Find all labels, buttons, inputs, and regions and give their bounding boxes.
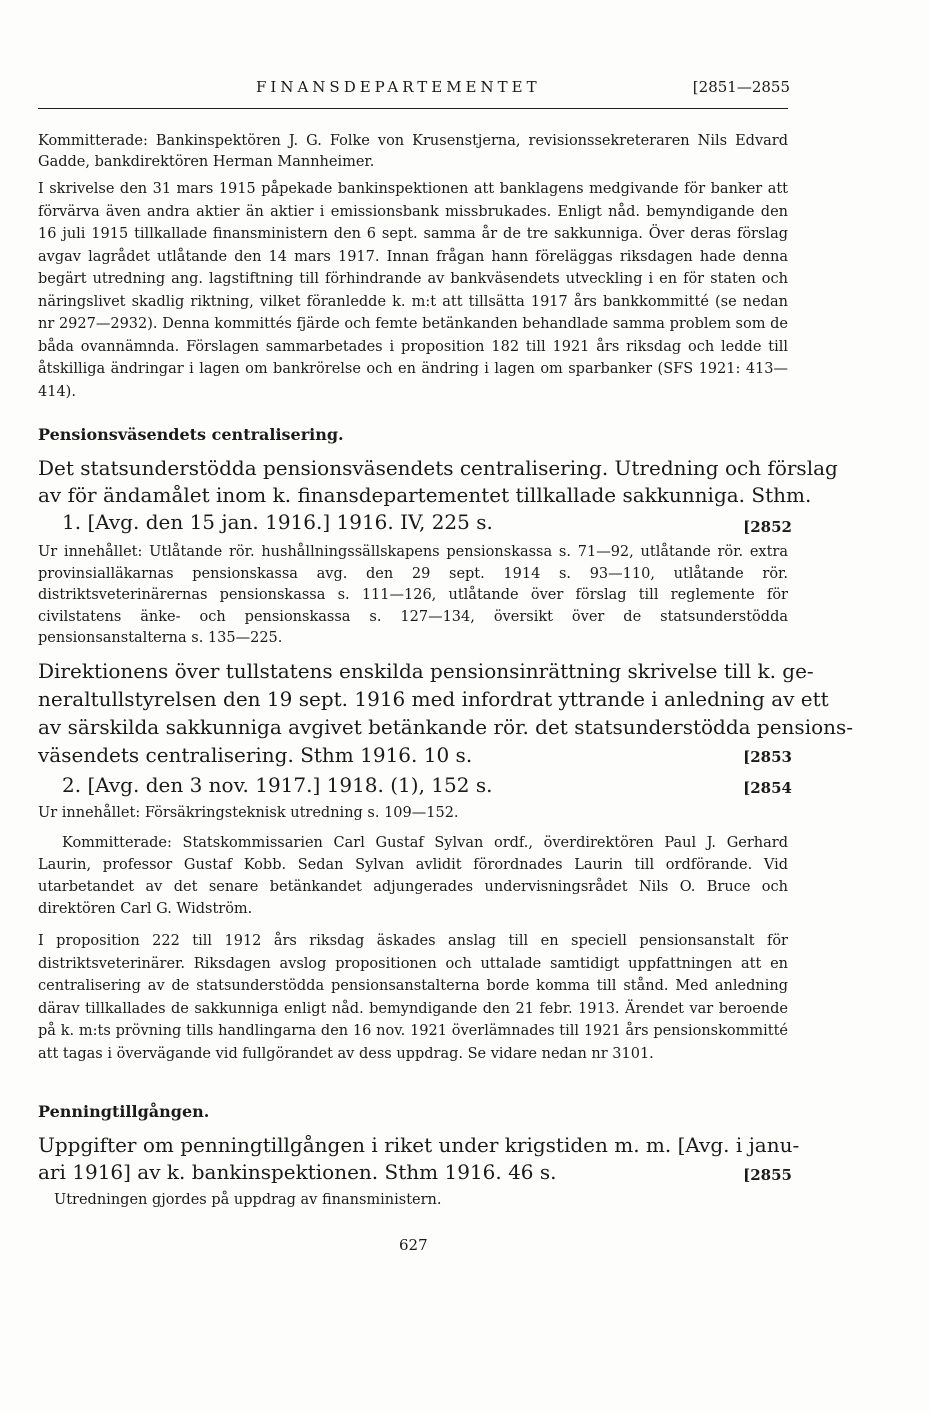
- entry-number: [2855: [743, 1166, 792, 1184]
- entry-2853: [38, 657, 854, 769]
- entry-2852: [38, 455, 838, 536]
- entry-line: Uppgifter om penningtillgången i riket under krigstiden m. m. [Avg. i janu-: [38, 1133, 800, 1157]
- entry-line: av för ändamålet inom k. finansdepartementet tillkallade sakkunniga. Sthm.: [38, 483, 812, 507]
- header-title: FINANSDEPARTEMENTET: [256, 78, 541, 96]
- section1-kommitterade: Kommitterade: Statskommissarien Carl Gustaf Sylvan ordf., överdirektören Paul J. Gerhard Laurin, professor Gustaf Kobb. Sedan Sylvan avlidit förordnades Laurin till ordförande. Vid utarbetandet av det senare betänkandet adjungerades undervisningsrådet Nils O. Bruce och direktören Carl G. Widström.: [38, 835, 788, 917]
- entry-number: [2854: [743, 779, 792, 797]
- intro-kommitterade: Kommitterade: Bankinspektören J. G. Folke von Krusenstjerna, revisionssekreteraren Nils Edvard Gadde, bankdirektören Herman Mannheimer.: [38, 133, 788, 170]
- page-number: 627: [399, 1236, 428, 1254]
- entry-line: av särskilda sakkunniga avgivet betänkande rör. det statsunderstödda pensions-: [38, 715, 854, 739]
- entry-2855: [38, 1132, 800, 1186]
- entry-2852-contents: Ur innehållet: Utlåtande rör. hushållningssällskapens pensionskassa s. 71—92, utlåtande rör. extra provinsialläkarnas pensionskassa avg. den 29 sept. 1914 s. 93—110, utlåtande rör. distriktsveterinärernas pensionskassa s. 111—126, utlåtande över förslag till reglemente för civilstatens änke- och pensionskassa s. 127—134, översikt över de statsunderstödda pensionsanstalterna s. 135—225.: [38, 544, 788, 646]
- section-heading-penning: Penningtillgången.: [38, 1102, 210, 1121]
- entry-line: ari 1916] av k. bankinspektionen. Sthm 1916. 46 s.: [38, 1160, 557, 1184]
- header-rule: [38, 108, 788, 109]
- entry-number: [2853: [743, 748, 792, 766]
- header-entry-range: [2851—2855: [692, 78, 790, 96]
- entry-line: Det statsunderstödda pensionsväsendets centralisering. Utredning och förslag: [38, 456, 838, 480]
- entry-2854-contents: Ur innehållet: Försäkringsteknisk utredning s. 109—152.: [38, 805, 459, 821]
- running-header: [38, 78, 788, 102]
- section1-paragraph: I proposition 222 till 1912 års riksdag äskades anslag till en speciell pensionsanstalt för distriktsveterinärer. Riksdagen avslog propositionen och uttalade samtidigt uppfattningen att en centralisering av de statsunderstödda pensionsanstalterna borde komma till stånd. Med anledning därav tillkallades de sakkunniga enligt nåd. bemyndigande den 21 febr. 1913. Ärendet var beroende på k. m:ts prövning tills handlingarna den 16 nov. 1921 överlämnades till 1921 års pensionskommitté att tagas i övervägande vid fullgörandet av dess uppdrag. Se vidare nedan nr 3101.: [38, 933, 788, 1062]
- entry-line: Direktionens över tullstatens enskilda pensionsinrättning skrivelse till k. ge-: [38, 659, 814, 683]
- entry-2854: [38, 772, 792, 799]
- entry-line: 2. [Avg. den 3 nov. 1917.] 1918. (1), 152 s.: [62, 773, 493, 797]
- entry-line: 1. [Avg. den 15 jan. 1916.] 1916. IV, 225 s.: [62, 510, 493, 534]
- section-heading-pension: Pensionsväsendets centralisering.: [38, 425, 344, 444]
- entry-number: [2852: [743, 518, 792, 536]
- intro-paragraph: I skrivelse den 31 mars 1915 påpekade bankinspektionen att banklagens medgivande för banker att förvärva även andra aktier än aktier i emissionsbank missbrukades. Enligt nåd. bemyndigande den 16 juli 1915 tillkallade finansministern den 6 sept. samma år de tre sakkunniga. Över deras förslag avgav lagrådet utlåtande den 14 mars 1917. Innan frågan hann föreläggas riksdagen hade denna begärt utredning ang. lagstiftning till förhindrande av bankväsendets utveckling i en för staten och näringslivet skadlig riktning, vilket föranledde k. m:t att tillsätta 1917 års bankkommitté (se nedan nr 2927—2932). Denna kommittés fjärde och femte betänkanden behandlade samma problem som de båda ovannämnda. Förslagen sammarbetades i proposition 182 till 1921 års riksdag och ledde till åtskilliga ändringar i lagen om bankrörelse och en ändring i lagen om sparbanker (SFS 1921: 413—414).: [38, 181, 788, 400]
- entry-2855-note: Utredningen gjordes på uppdrag av finansministern.: [54, 1192, 442, 1208]
- entry-line: neraltullstyrelsen den 19 sept. 1916 med infordrat yttrande i anledning av ett: [38, 687, 829, 711]
- entry-line: väsendets centralisering. Sthm 1916. 10 s.: [38, 743, 473, 767]
